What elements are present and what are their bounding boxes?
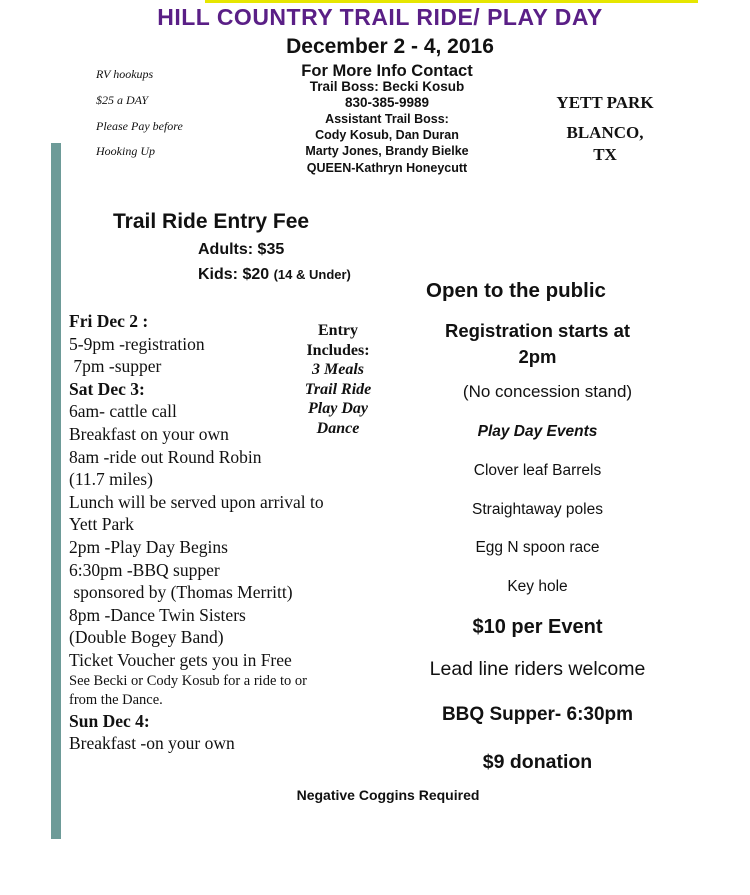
contact-block: [262, 63, 512, 176]
rv-line-3: Please Pay before: [96, 119, 183, 133]
event-item: Clover leaf Barrels: [473, 462, 602, 479]
contact-heading: For More Info Contact: [301, 62, 473, 80]
schedule-item: (Double Bogey Band): [69, 627, 224, 648]
queen-line: QUEEN-Kathryn Honeycutt: [306, 161, 468, 175]
schedule-item: 6am- cattle call: [69, 401, 177, 422]
rv-line-1: RV hookups: [96, 67, 154, 81]
kids-fee-line: [198, 266, 351, 284]
assistant-names-2: Marty Jones, Brandy Bielke: [305, 144, 469, 158]
bbq-supper-time: BBQ Supper- 6:30pm: [441, 704, 634, 725]
venue-block: [535, 88, 675, 170]
venue-state: TX: [593, 145, 617, 164]
event-item: Key hole: [507, 578, 568, 595]
ride-note: from the Dance.: [69, 691, 163, 708]
schedule-item: Breakfast -on your own: [69, 733, 235, 754]
concession-note: (No concession stand): [462, 382, 633, 401]
schedule-item: Yett Park: [69, 514, 134, 535]
includes-item: Dance: [316, 419, 360, 437]
event-price: $10 per Event: [472, 616, 603, 638]
open-to-public: Open to the public: [426, 279, 606, 302]
friday-heading: Fri Dec 2 :: [69, 311, 149, 331]
kids-fee-note: (14 & Under): [273, 267, 351, 282]
saturday-heading: Sat Dec 3:: [69, 378, 145, 399]
assistant-heading: Assistant Trail Boss:: [325, 112, 449, 126]
includes-heading-2: Includes:: [306, 341, 370, 359]
event-item: Egg N spoon race: [475, 539, 600, 556]
schedule-item: 2pm -Play Day Begins: [69, 536, 228, 557]
venue-name: YETT PARK: [556, 93, 654, 112]
schedule-item: 8am -ride out Round Robin: [69, 446, 262, 467]
schedule-item: 5-9pm -registration: [69, 333, 205, 354]
assistant-names-1: Cody Kosub, Dan Duran: [315, 128, 459, 142]
rv-line-4: Hooking Up: [96, 144, 155, 158]
coggins-requirement: Negative Coggins Required: [296, 787, 480, 803]
trail-boss-phone: 830-385-9989: [344, 95, 430, 110]
schedule-item: 7pm -supper: [69, 356, 162, 377]
rv-line-2: $25 a DAY: [96, 93, 149, 107]
includes-item: 3 Meals: [312, 361, 364, 379]
registration-line-2: 2pm: [518, 346, 557, 367]
registration-line-1: Registration starts at: [444, 320, 631, 341]
schedule-item: 6:30pm -BBQ supper: [69, 559, 220, 580]
bbq-donation: $9 donation: [482, 751, 593, 773]
entry-includes: [288, 321, 388, 439]
sunday-heading: Sun Dec 4:: [69, 710, 150, 731]
registration-info: [400, 318, 675, 370]
event-item: Straightaway poles: [472, 501, 603, 518]
schedule-item: 8pm -Dance Twin Sisters: [69, 604, 246, 625]
schedule-item: Lunch will be served upon arrival to: [69, 491, 324, 512]
schedule-item: (11.7 miles): [69, 469, 153, 490]
schedule-item: Breakfast on your own: [69, 423, 229, 444]
includes-heading-1: Entry: [318, 322, 358, 339]
lead-line-note: Lead line riders welcome: [429, 658, 646, 680]
trail-boss: Trail Boss: Becki Kosub: [309, 79, 465, 94]
event-dates: December 2 - 4, 2016: [286, 35, 494, 58]
adult-fee: Adults: $35: [198, 241, 285, 258]
schedule-item: Ticket Voucher gets you in Free: [69, 649, 292, 670]
play-day-events-heading: Play Day Events: [477, 423, 598, 440]
flyer-title: HILL COUNTRY TRAIL RIDE/ PLAY DAY: [157, 4, 603, 30]
ride-note: See Becki or Cody Kosub for a ride to or: [69, 672, 307, 689]
includes-item: Trail Ride: [304, 380, 372, 398]
side-rule: [51, 143, 61, 839]
includes-item: Play Day: [308, 400, 368, 418]
entry-fee-title: Trail Ride Entry Fee: [113, 210, 310, 233]
schedule-item: sponsored by (Thomas Merritt): [69, 582, 293, 603]
kids-fee: Kids: $20: [198, 266, 270, 283]
top-accent-bar: [205, 0, 698, 3]
venue-city: BLANCO,: [566, 123, 644, 142]
